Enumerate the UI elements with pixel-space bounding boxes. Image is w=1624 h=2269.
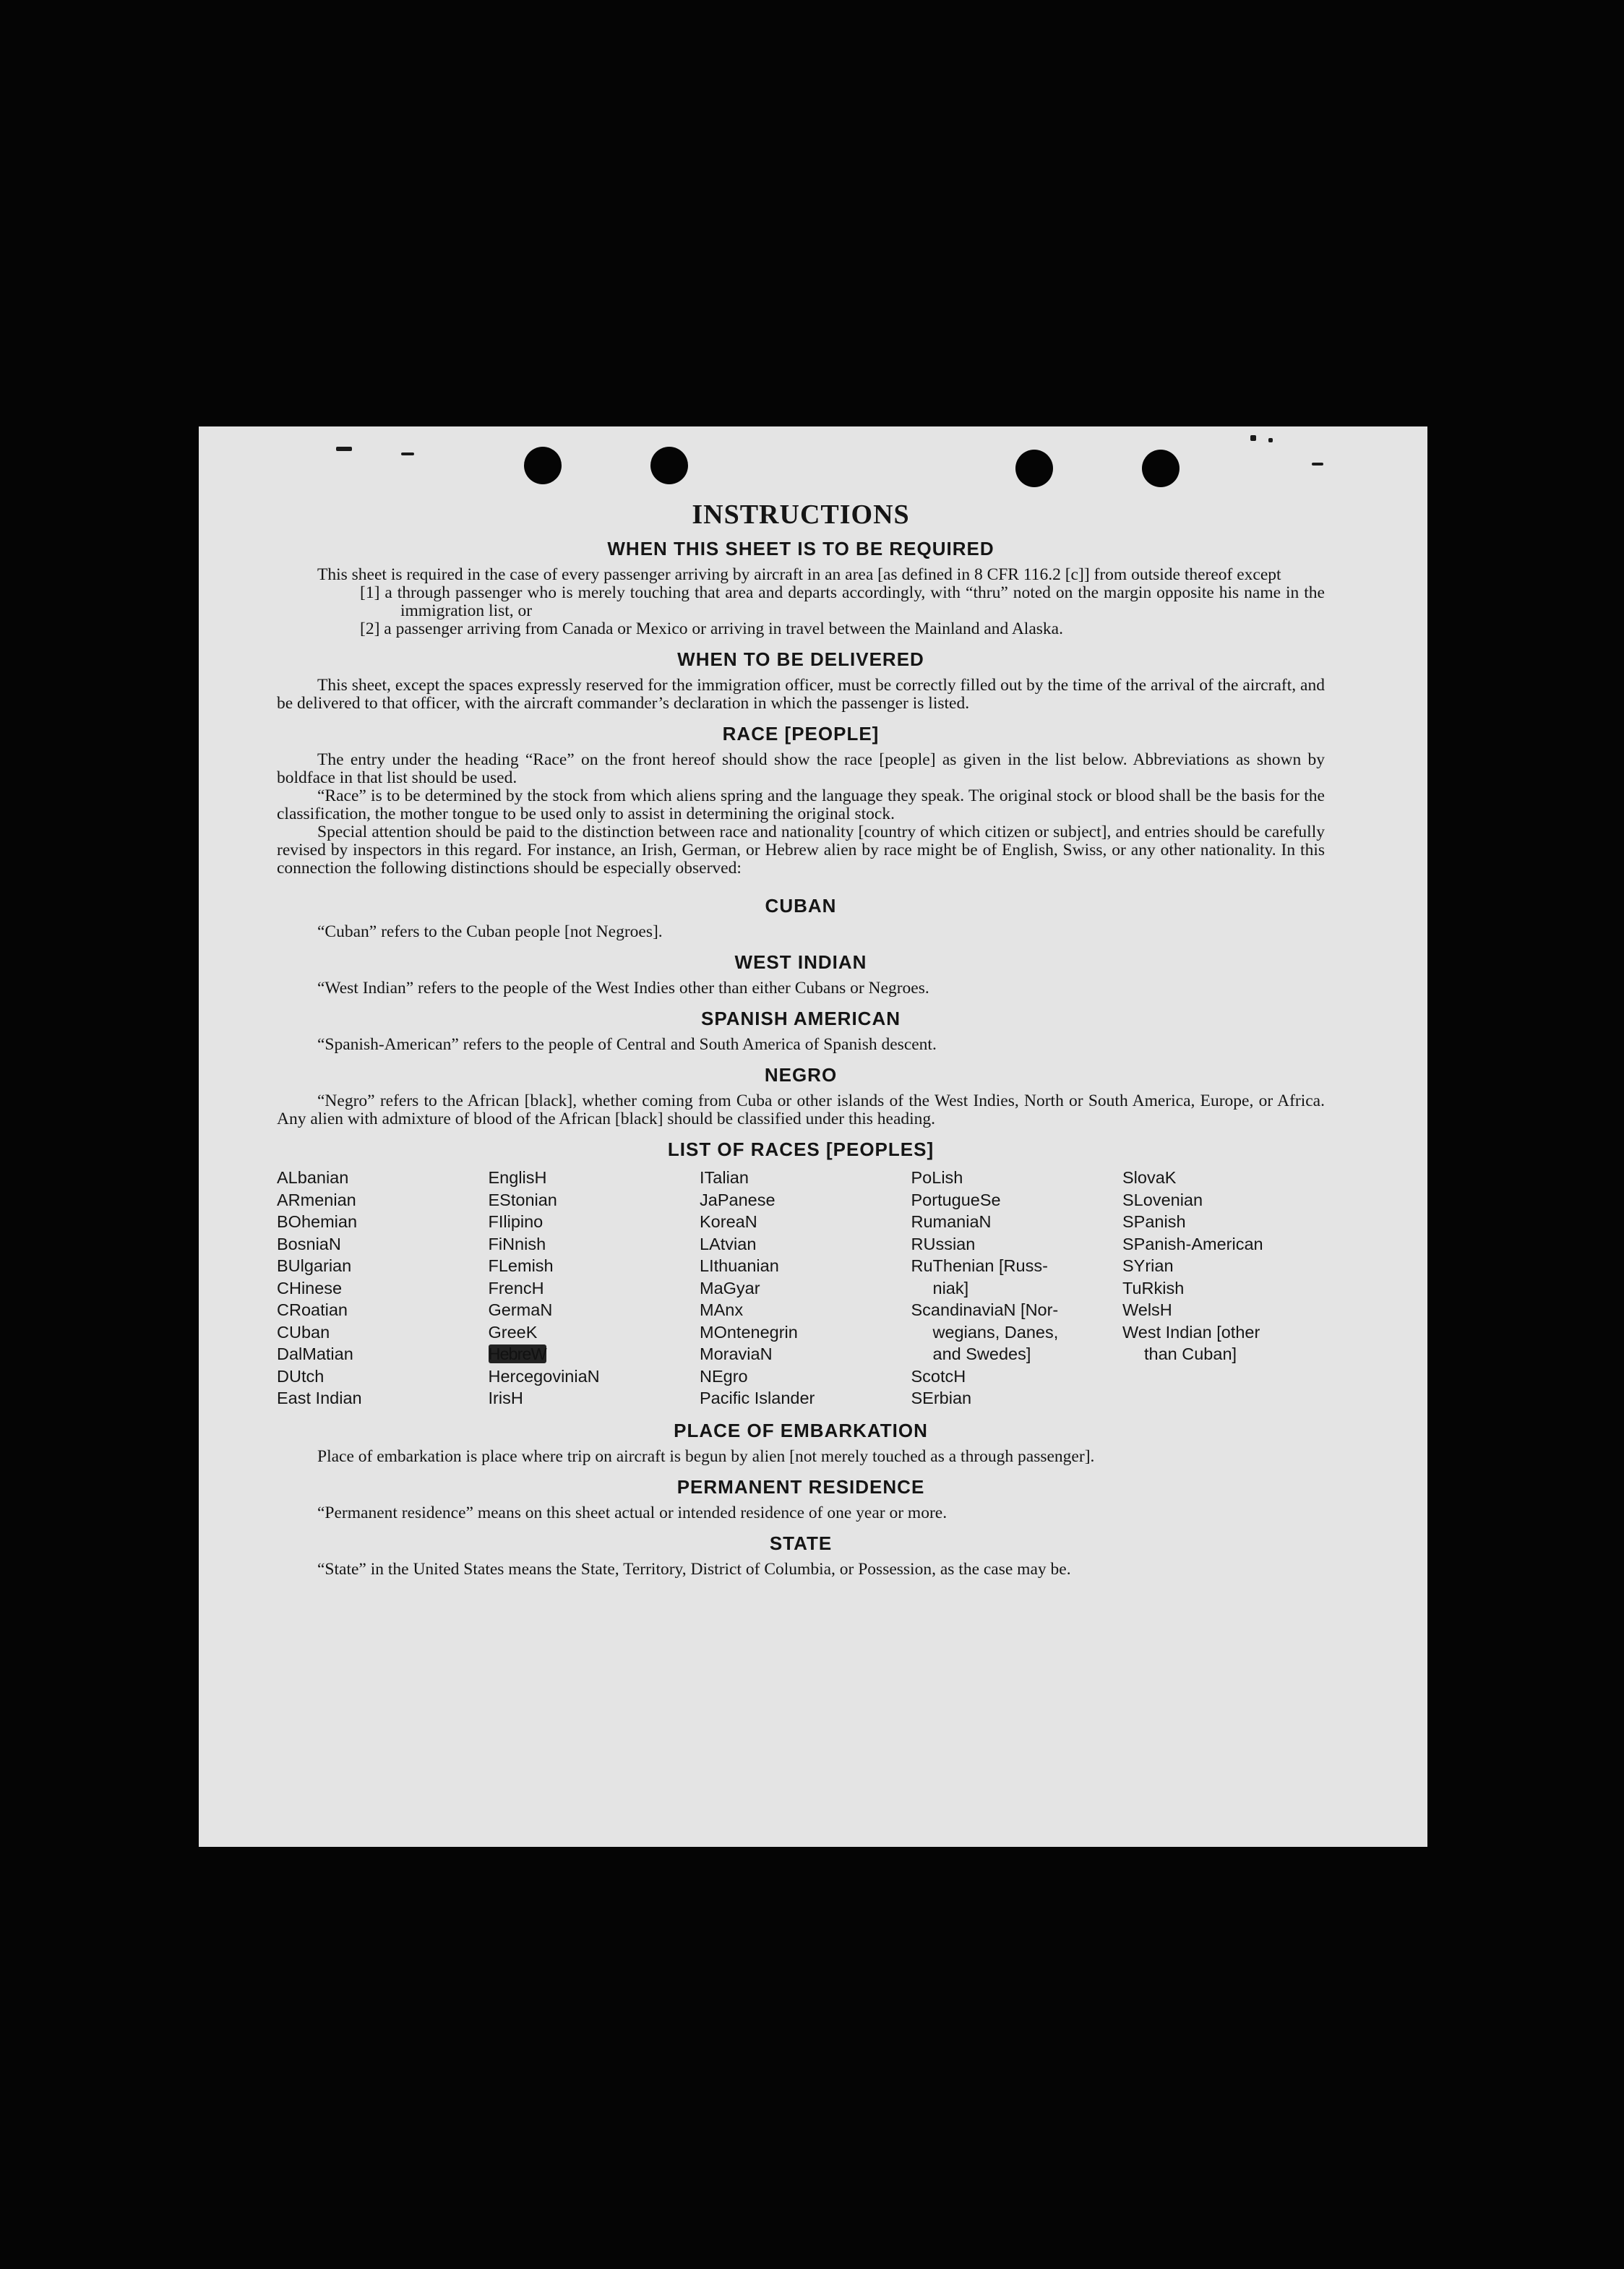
race-entry: ITalian (700, 1168, 749, 1187)
heading-place-of-embarkation: PLACE OF EMBARKATION (674, 1419, 928, 1441)
race-entry: DUtch (277, 1366, 325, 1386)
heading-list-of-races: LIST OF RACES [PEOPLES] (667, 1138, 935, 1160)
race-entry: CHinese (277, 1278, 343, 1298)
paragraph-race-1: The entry under the heading “Race” on the front hereof should show the race [people] as given in the list below. Abbreviations as shown by boldface in that list should be used. (277, 750, 1325, 787)
race-entry: FLemish (488, 1256, 554, 1275)
paragraph-state: “State” in the United States means the State, Territory, District of Columbia, or Possession, as the case may be. (317, 1559, 1071, 1579)
heading-permanent-residence: PERMANENT RESIDENCE (676, 1475, 925, 1498)
race-entry: ScandinaviaN [Nor- (911, 1300, 1059, 1319)
punch-hole (524, 447, 562, 484)
race-entry: MAnx (700, 1300, 744, 1319)
race-entry-continued: niak] (932, 1278, 969, 1298)
speck (336, 447, 352, 451)
race-entry: SPanish-American (1122, 1234, 1263, 1253)
races-column-5 (1122, 1167, 1325, 1410)
punch-hole (650, 447, 688, 484)
heading-spanish-american: SPANISH AMERICAN (700, 1008, 901, 1029)
race-entry: LIthuanian (700, 1256, 779, 1275)
paragraph-delivered: This sheet, except the spaces expressly reserved for the immigration officer, must be correctly filled out by the time of the arrival of the aircraft, and be delivered to that officer, with the aircraft commander’s declaration in which the passenger is listed. (277, 676, 1325, 713)
heading-west-indian: WEST INDIAN (734, 951, 867, 973)
race-entry: CUban (277, 1322, 330, 1342)
page-title: INSTRUCTIONS (692, 499, 910, 530)
race-entry: SLovenian (1122, 1190, 1203, 1209)
paragraph-west-indian: “West Indian” refers to the people of the West Indies other than either Cubans or Negroes. (317, 979, 929, 998)
list-item-through-passenger: [1] a through passenger who is merely touching that area and departs accordingly, with “thru” noted on the margin opposite his name in the immigration list, or (360, 583, 1325, 620)
races-column-4 (911, 1167, 1114, 1410)
race-entry: ScotcH (911, 1366, 966, 1386)
race-entry: EnglisH (488, 1168, 547, 1187)
race-entry: NEgro (700, 1366, 748, 1386)
race-entry: MoraviaN (700, 1344, 773, 1363)
race-entry: KoreaN (700, 1212, 757, 1231)
race-entry: PoLish (911, 1168, 963, 1187)
race-entry: CRoatian (277, 1300, 348, 1319)
speck (1250, 435, 1256, 441)
race-entry: RuThenian [Russ- (911, 1256, 1048, 1275)
race-entry: RUssian (911, 1234, 976, 1253)
paragraph-cuban: “Cuban” refers to the Cuban people [not Negroes]. (317, 922, 663, 941)
speck (1312, 463, 1323, 466)
race-entry: RumaniaN (911, 1212, 992, 1231)
race-entry-continued: wegians, Danes, (932, 1322, 1059, 1342)
race-entry: ALbanian (277, 1168, 349, 1187)
heading-when-required: WHEN THIS SHEET IS TO BE REQUIRED (607, 538, 994, 559)
race-entry: BUlgarian (277, 1256, 352, 1275)
speck (401, 452, 414, 455)
race-entry: WelsH (1122, 1300, 1172, 1319)
race-entry-struck: HebreW (488, 1344, 546, 1363)
punch-hole (1015, 450, 1053, 487)
race-entry: MaGyar (700, 1278, 760, 1298)
race-entry: West Indian [other (1122, 1322, 1260, 1342)
race-entry: GermaN (488, 1300, 553, 1319)
race-entry: HercegoviniaN (488, 1366, 600, 1386)
race-entry-continued: and Swedes] (932, 1344, 1031, 1363)
race-entry: BOhemian (277, 1212, 358, 1231)
instruction-sheet (199, 426, 1427, 1847)
paragraph-spanish-american: “Spanish-American” refers to the people of Central and South America of Spanish descent. (317, 1035, 937, 1054)
race-entry-continued: than Cuban] (1144, 1344, 1237, 1363)
race-entry: East Indian (277, 1389, 362, 1407)
race-entry: GreeK (488, 1322, 538, 1342)
heading-when-delivered: WHEN TO BE DELIVERED (677, 648, 924, 670)
race-entry: PortugueSe (911, 1190, 1001, 1209)
paragraph-negro: “Negro” refers to the African [black], whether coming from Cuba or other islands of the West Indies, North or South America, Europe, or Africa. Any alien with admixture of blood of the African [black] should be classified under this heading. (277, 1091, 1325, 1128)
paragraph-required: This sheet is required in the case of every passenger arriving by aircraft in an area [as defined in 8 CFR 116.2 [c]] from outside thereof except (317, 565, 1281, 584)
race-entry: FIlipino (488, 1212, 544, 1231)
race-entry: ARmenian (277, 1190, 356, 1209)
race-entry: MOntenegrin (700, 1322, 798, 1342)
race-entry: SYrian (1122, 1256, 1174, 1275)
race-entry: FiNnish (488, 1234, 546, 1253)
race-entry: FrencH (488, 1278, 544, 1298)
races-table (277, 1167, 1325, 1410)
paragraph-race-3: Special attention should be paid to the distinction between race and nationality [country of which citizen or subject], and entries should be carefully revised by inspectors in this regard. For instance, an Irish, German, or Hebrew alien by race might be of English, Swiss, or any other nationality. In this connection the following distinctions should be especially observed: (277, 823, 1325, 878)
race-entry: TuRkish (1122, 1278, 1185, 1298)
heading-cuban: CUBAN (765, 895, 837, 917)
race-entry: Pacific Islander (700, 1389, 815, 1407)
race-entry: LAtvian (700, 1234, 757, 1253)
race-entry: BosniaN (277, 1234, 341, 1253)
paragraph-race-2: “Race” is to be determined by the stock from which aliens spring and the language they speak. The original stock or blood shall be the basis for the classification, the mother tongue to be used only to assist in determining the original stock. (277, 786, 1325, 823)
races-column-3 (700, 1167, 902, 1410)
race-entry: JaPanese (700, 1190, 776, 1209)
race-entry: SErbian (911, 1389, 972, 1407)
race-entry: SlovaK (1122, 1168, 1177, 1187)
list-item-canada-mexico: [2] a passenger arriving from Canada or Mexico or arriving in travel between the Mainland and Alaska. (360, 619, 1063, 638)
paragraph-residence: “Permanent residence” means on this sheet actual or intended residence of one year or more. (317, 1503, 948, 1522)
paragraph-embarkation: Place of embarkation is place where trip on aircraft is begun by alien [not merely touched as a through passenger]. (317, 1446, 1095, 1466)
heading-race: RACE [PEOPLE] (722, 723, 880, 745)
race-entry: EStonian (488, 1190, 557, 1209)
race-entry: DalMatian (277, 1344, 353, 1363)
heading-state: STATE (769, 1532, 833, 1554)
punch-hole (1142, 450, 1180, 487)
race-entry: SPanish (1122, 1212, 1186, 1231)
races-column-2 (489, 1167, 691, 1410)
race-entry: IrisH (488, 1389, 523, 1407)
races-column-1 (277, 1167, 479, 1410)
speck (1268, 438, 1273, 442)
heading-negro: NEGRO (764, 1064, 838, 1086)
